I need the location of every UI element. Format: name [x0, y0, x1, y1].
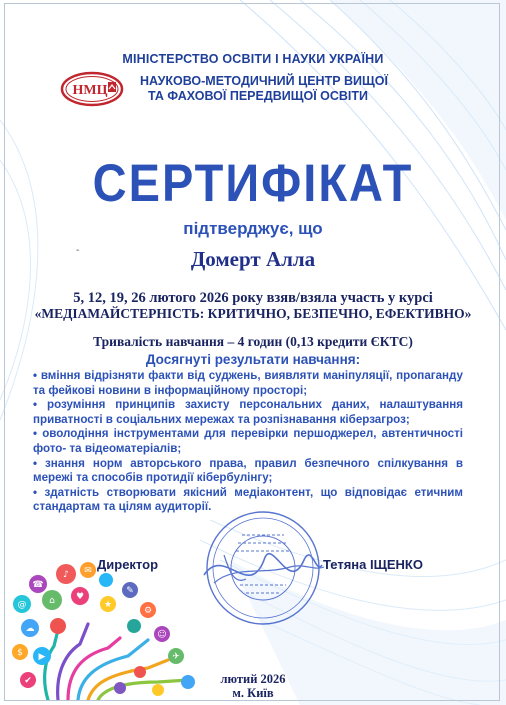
official-stamp	[194, 505, 332, 631]
svg-text:⚙: ⚙	[143, 606, 153, 616]
divider-mark: -	[76, 245, 80, 256]
svg-text:★: ★	[103, 600, 113, 610]
svg-text:✈: ✈	[172, 652, 180, 662]
result-item: • вміння відрізняти факти від суджень, виявляти маніпуляції, пропаганду та фейкові новини в інформаційному просторі;	[33, 369, 463, 397]
course-name: «МЕДІАМАЙСТЕРНІСТЬ: КРИТИЧНО, БЕЗПЕЧНО, ЕФЕКТИВНО»	[34, 306, 472, 321]
svg-text:@: @	[17, 600, 27, 610]
results-heading: Досягнуті результати навчання:	[145, 352, 361, 367]
center-name-line2: ТА ФАХОВОЇ ПЕРЕДВИЩОЇ ОСВІТИ	[148, 89, 368, 103]
svg-text:♪: ♪	[63, 570, 69, 580]
issue-date: лютий 2026	[220, 672, 286, 686]
svg-text:✔: ✔	[24, 676, 32, 686]
result-item: • оволодіння інструментами для перевірки першоджерел, автентичності фото- та відеоматеріалів;	[33, 427, 463, 455]
svg-text:✉: ✉	[84, 566, 92, 576]
svg-text:☎: ☎	[32, 580, 44, 590]
svg-text:☺: ☺	[157, 630, 167, 640]
certificate-title: СЕРТИФІКАТ	[92, 152, 414, 213]
director-name: Тетяна ІЩЕНКО	[323, 557, 423, 572]
svg-text:НМЦ: НМЦ	[72, 83, 108, 98]
ministry-name: МІНІСТЕРСТВО ОСВІТИ І НАУКИ УКРАЇНИ	[122, 52, 384, 66]
svg-text:☁: ☁	[25, 624, 35, 634]
recipient-name: Домерт Алла	[190, 247, 316, 271]
director-label: Директор	[97, 557, 159, 572]
svg-text:✎: ✎	[126, 586, 134, 596]
issue-city: м. Київ	[232, 686, 274, 700]
confirm-text: підтверджує, що	[183, 219, 323, 238]
svg-text:♥: ♥	[75, 592, 85, 602]
center-name-line1: НАУКОВО-МЕТОДИЧНИЙ ЦЕНТР ВИЩОЇ	[140, 74, 388, 88]
svg-text:$: $	[17, 648, 23, 658]
result-item: • знання норм авторського права, правил безпечного спілкування в мережі та способів протидії кібербулінгу;	[33, 456, 463, 485]
center-name	[140, 74, 388, 104]
course-duration: Тривалість навчання – 4 годин (0,13 кредити ЄКТС)	[93, 334, 413, 349]
nmc-logo	[60, 70, 124, 108]
svg-text:⌂: ⌂	[49, 596, 55, 606]
result-item: • розуміння принципів захисту персональних даних, налаштування приватності в соціальних мережах та розпізнавання кіберзагроз;	[33, 398, 463, 426]
svg-text:▶: ▶	[38, 652, 46, 662]
result-item: • здатність створювати якісний медіаконтент, що відповідає етичним стандартам та цілям аудиторії.	[33, 485, 463, 514]
results-list	[33, 369, 463, 515]
participation-dates: 5, 12, 19, 26 лютого 2026 року взяв/взяла участь у курсі	[73, 290, 433, 306]
